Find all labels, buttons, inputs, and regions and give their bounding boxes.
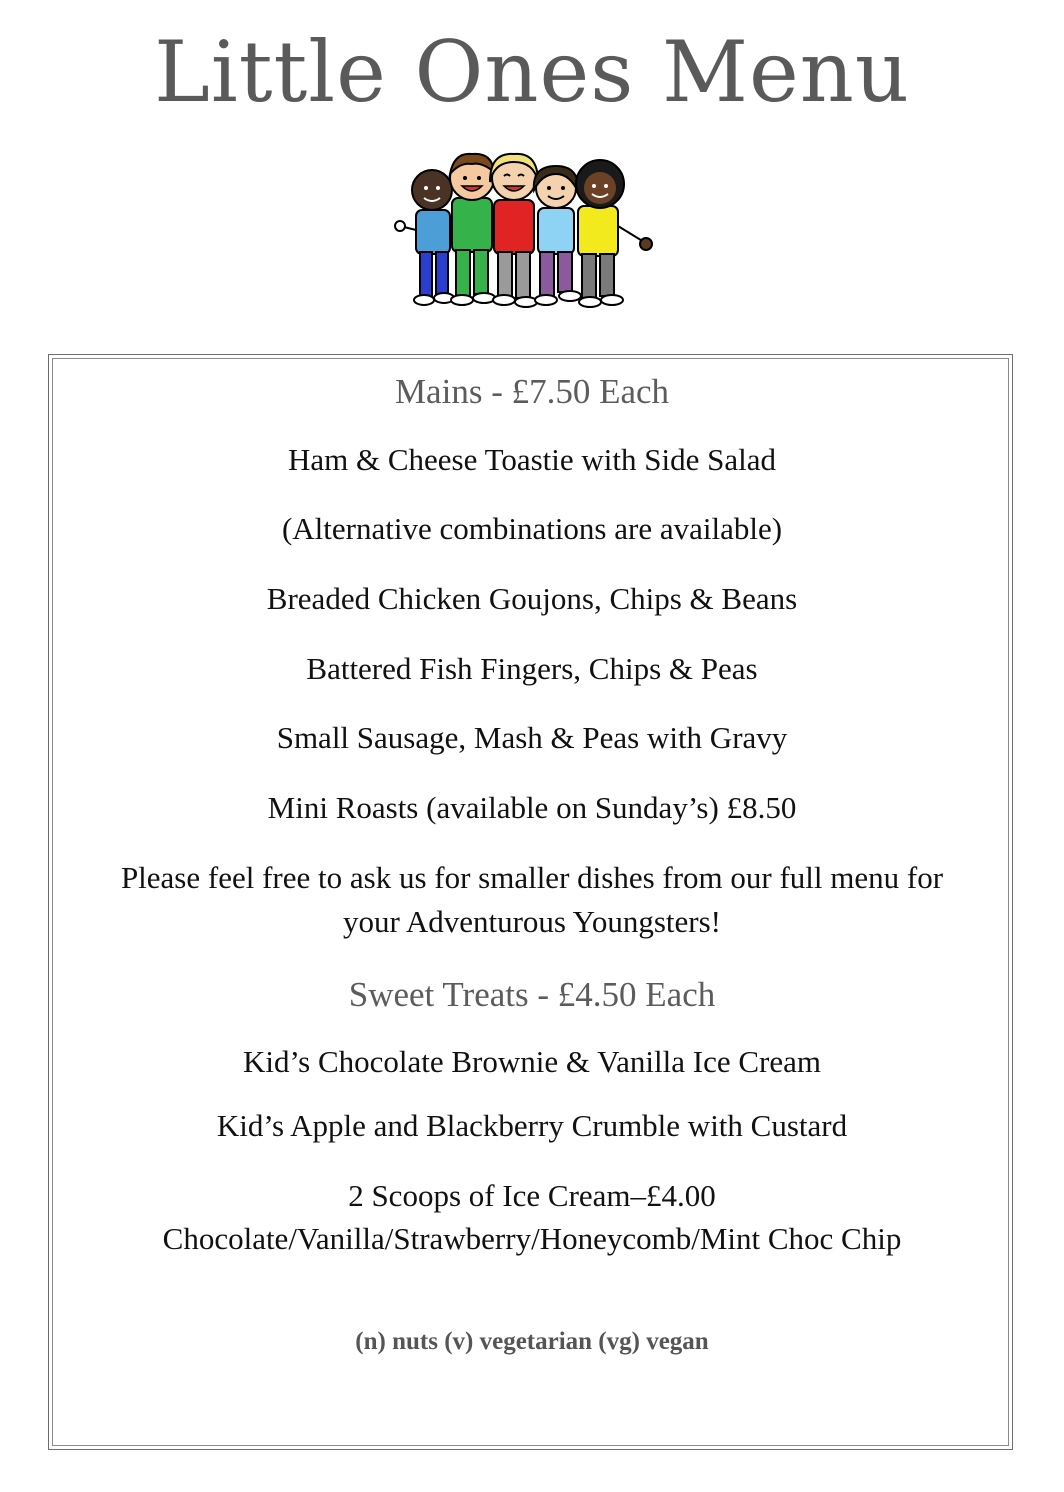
sweets-heading: Sweet Treats - £4.50 Each bbox=[348, 975, 716, 1014]
mains-note: your Adventurous Youngsters! bbox=[342, 904, 722, 939]
mains-note: Please feel free to ask us for smaller dishes from our full menu for bbox=[120, 860, 944, 895]
group-of-children-icon bbox=[394, 148, 664, 310]
page-title: Little Ones Menu bbox=[154, 23, 910, 121]
child-figure bbox=[534, 166, 581, 305]
allergen-key: (n) nuts (v) vegetarian (vg) vegan bbox=[355, 1328, 709, 1355]
mains-item: Ham & Cheese Toastie with Side Salad bbox=[287, 442, 776, 477]
ice-cream-flavours: Chocolate/Vanilla/Strawberry/Honeycomb/Mint Choc Chip bbox=[162, 1221, 902, 1256]
sweets-item: Kid’s Chocolate Brownie & Vanilla Ice Cream bbox=[243, 1044, 821, 1079]
mains-item: Mini Roasts (available on Sunday’s) £8.50 bbox=[267, 790, 797, 825]
mains-item: Small Sausage, Mash & Peas with Gravy bbox=[276, 720, 788, 755]
mains-item: (Alternative combinations are available) bbox=[281, 511, 783, 546]
child-figure bbox=[450, 154, 495, 305]
child-figure bbox=[576, 160, 652, 307]
mains-item: Battered Fish Fingers, Chips & Peas bbox=[306, 651, 758, 686]
sweets-item: Kid’s Apple and Blackberry Crumble with Custard bbox=[216, 1108, 848, 1143]
ice-cream-item: 2 Scoops of Ice Cream–£4.00 bbox=[348, 1178, 716, 1213]
child-figure bbox=[490, 154, 538, 307]
mains-item: Breaded Chicken Goujons, Chips & Beans bbox=[266, 581, 798, 616]
child-figure bbox=[395, 170, 454, 305]
mains-heading: Mains - £7.50 Each bbox=[394, 372, 670, 411]
